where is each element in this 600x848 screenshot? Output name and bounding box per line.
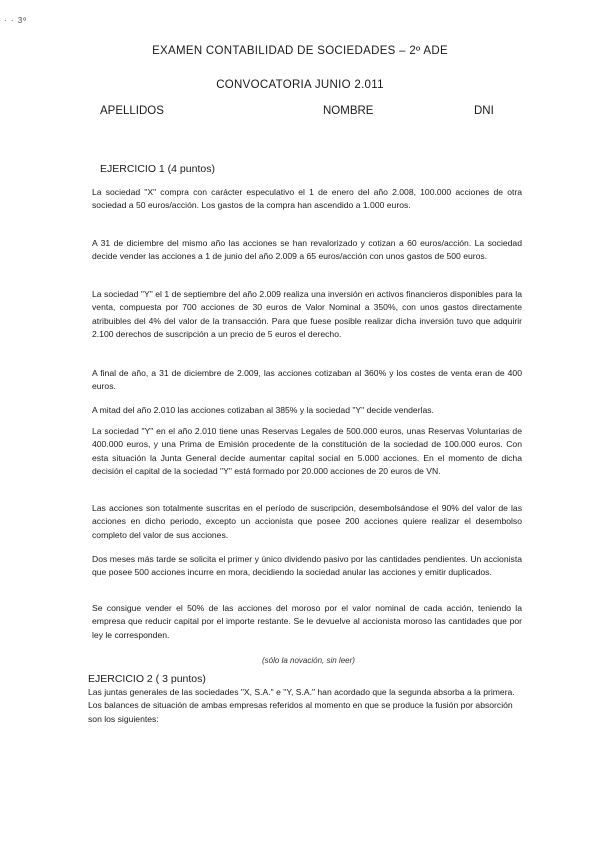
ejercicio2-paragraph: Las juntas generales de las sociedades "X, S.A." e "Y, S.A." han acordado que la segunda absorba a la primera. Los balances de situación de ambas empresas referidos al momento en que se produce la fusión por absorción son los siguientes: [88, 687, 515, 724]
exam-title: EXAMEN CONTABILIDAD DE SOCIEDADES – 2º ADE [152, 45, 448, 57]
ejercicio1-paragraph: A final de año, a 31 de diciembre de 2.009, las acciones cotizaban al 360% y los costes de venta eran de 400 euros. [92, 368, 522, 392]
ejercicio1-paragraph: La sociedad "Y" en el año 2.010 tiene unas Reservas Legales de 500.000 euros, unas Reservas Voluntarias de 400.000 euros, y una Prima de Emisión procedente de la constitución de la sociedad de 100.000 euros. Con esta situación la Junta General decide aumentar capital social en 5.000 acciones. En el momento de dicha decisión el capital de la sociedad "Y" está formado por 20.000 acciones de 20 euros de VN. [92, 426, 522, 476]
field-apellidos: APELLIDOS [100, 105, 164, 117]
ejercicio1-paragraph: A 31 de diciembre del mismo año las acciones se han revalorizado y cotizan a 60 euros/acción. La sociedad decide vender las acciones a 1 de junio del año 2.009 a 65 euros/acción con unos gastos de 500 euros. [92, 238, 522, 262]
ejercicio2-heading: EJERCICIO 2 ( 3 puntos) [88, 673, 206, 685]
handwritten-note: (sólo la novación, sin leer) [262, 656, 355, 665]
ejercicio1-paragraph: Se consigue vender el 50% de las acciones del moroso por el valor nominal de cada acción, teniendo la empresa que reducir capital por el importe restante. Se le devuelve al accionista moroso las cantidades que por ley le corresponden. [92, 603, 522, 640]
ejercicio1-heading: EJERCICIO 1 (4 puntos) [100, 163, 215, 175]
ejercicio1-paragraph: Dos meses más tarde se solicita el primer y único dividendo pasivo por las cantidades pendientes. Un accionista que posee 500 acciones incurre en mora, decidiendo la sociedad anular las acciones y emitir duplicados. [92, 554, 522, 578]
field-dni: DNI [474, 105, 494, 117]
exam-subtitle: CONVOCATORIA JUNIO 2.011 [216, 79, 384, 91]
ejercicio1-paragraph: Las acciones son totalmente suscritas en el período de suscripción, desembolsándose el 90% del valor de las acciones en dicho periodo, excepto un accionista que posee 200 acciones quiere realizar el desembolso completo del valor de sus acciones. [92, 503, 522, 540]
ejercicio1-paragraph: La sociedad "X" compra con carácter especulativo el 1 de enero del año 2.008, 100.000 acciones de otra sociedad a 50 euros/acción. Los gastos de la compra han ascendido a 1.000 euros. [92, 187, 522, 211]
corner-mark: · · 3º [4, 16, 28, 25]
field-nombre: NOMBRE [323, 105, 374, 117]
ejercicio1-paragraph: La sociedad "Y" el 1 de septiembre del año 2.009 realiza una inversión en activos financieros disponibles para la venta, compuesta por 700 acciones de 30 euros de Valor Nominal a 350%, con unos gastos directamente atribuibles del 4% del valor de la transacción. Para que fuese posible realizar dicha inversión tuvo que adquirir 2.100 derechos de suscripción a un precio de 5 euros el derecho. [92, 289, 522, 339]
ejercicio1-paragraph: A mitad del año 2.010 las acciones cotizaban al 385% y la sociedad "Y" decide venderlas. [92, 405, 434, 415]
